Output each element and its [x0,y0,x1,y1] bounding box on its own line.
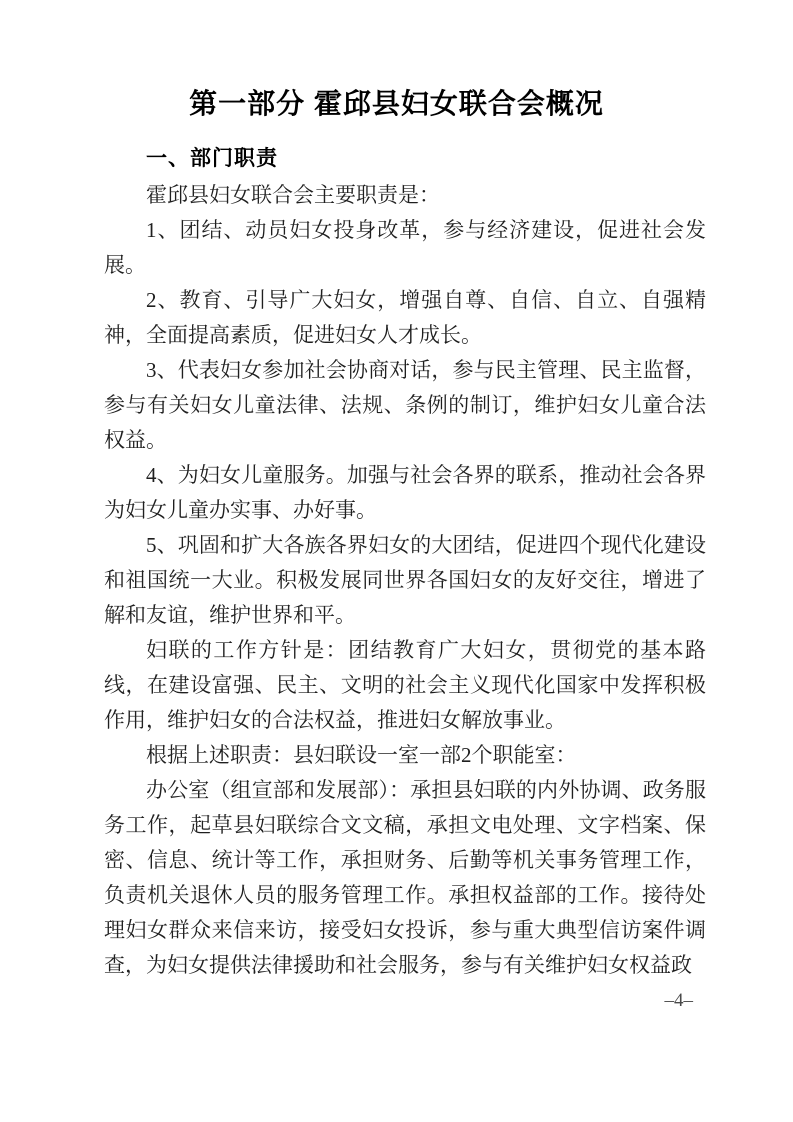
paragraph-office-duties: 办公室（组宣部和发展部）：承担县妇联的内外协调、政务服务工作，起草县妇联综合文文稿，承担文电处理、文字档案、保密、信息、统计等工作，承担财务、后勤等机关事务管理工作，负责机关退休人员的服务管理工作。承担权益部的工作。接待处理妇女群众来信来访，接受妇女投诉，参与重大典型信访案件调查，为妇女提供法律援助和社会服务，参与有关维护妇女权益政 [104,778,706,977]
paragraph-duty-2: 2、教育、引导广大妇女，增强自尊、自信、自立、自强精神，全面提高素质，促进妇女人才成长。 [104,288,706,347]
document-body [104,178,706,983]
paragraph-duty-5: 5、巩固和扩大各族各界妇女的大团结，促进四个现代化建设和祖国统一大业。积极发展同世界各国妇女的友好交往，增进了解和友谊，维护世界和平。 [104,533,706,627]
paragraph-duty-1: 1、团结、动员妇女投身改革，参与经济建设，促进社会发展。 [104,218,706,277]
page-number: –4– [664,990,693,1011]
section-heading: 一、部门职责 [146,147,278,170]
paragraph-work-policy: 妇联的工作方针是：团结教育广大妇女，贯彻党的基本路线，在建设富强、民主、文明的社会主义现代化国家中发挥积极作用，维护妇女的合法权益，推进妇女解放事业。 [104,638,706,732]
paragraph-structure: 根据上述职责：县妇联设一室一部2个职能室： [146,743,577,767]
paragraph-duty-4: 4、为妇女儿童服务。加强与社会各界的联系，推动社会各界为妇女儿童办实事、办好事。 [104,463,706,522]
document-title: 第一部分 霍邱县妇女联合会概况 [189,88,604,119]
paragraph-intro: 霍邱县妇女联合会主要职责是： [146,183,440,207]
paragraph-duty-3: 3、代表妇女参加社会协商对话，参与民主管理、民主监督，参与有关妇女儿童法律、法规、条例的制订，维护妇女儿童合法权益。 [104,358,706,452]
